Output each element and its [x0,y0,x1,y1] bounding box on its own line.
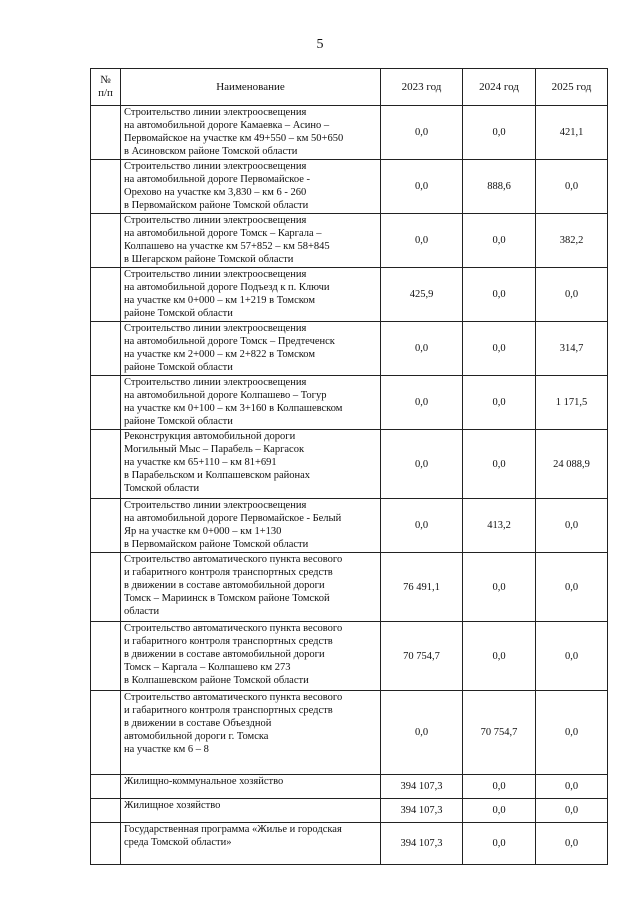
value-2023-cell: 0,0 [381,499,463,553]
row-name-cell: Строительство линии электроосвещения на автомобильной дороге Первомайское - Белый Яр на участке км 0+000 – км 1+130 в Первомайском районе Томской области [121,499,381,553]
header-number: № п/п [91,69,121,106]
value-2023-cell: 425,9 [381,268,463,322]
row-name-cell: Строительство линии электроосвещения на автомобильной дороге Первомайское - Орехово на участке км 3,830 – км 6 - 260 в Первомайском районе Томской области [121,160,381,214]
row-number-cell [91,553,121,622]
budget-table [90,68,608,865]
row-number-cell [91,214,121,268]
row-name-cell: Строительство автоматического пункта весового и габаритного контроля транспортных средств в движении в составе Объездной автомобильной дороги г. Томска на участке км 6 – 8 [121,691,381,775]
value-2023-cell: 0,0 [381,430,463,499]
row-name-cell: Жилищное хозяйство [121,799,381,823]
row-number-cell [91,160,121,214]
value-2024-cell: 0,0 [463,376,536,430]
row-number-cell [91,823,121,865]
value-2024-cell: 0,0 [463,106,536,160]
row-name-cell: Строительство линии электроосвещения на автомобильной дороге Колпашево – Тогур на участке км 0+100 – км 3+160 в Колпашевском районе Томской области [121,376,381,430]
table-row [91,160,608,214]
value-2023-cell: 394 107,3 [381,823,463,865]
row-name-cell: Строительство линии электроосвещения на автомобильной дороге Томск – Каргала – Колпашево на участке км 57+852 – км 58+845 в Шегарском районе Томской области [121,214,381,268]
row-number-cell [91,691,121,775]
value-2024-cell: 0,0 [463,430,536,499]
row-name-cell: Строительство линии электроосвещения на автомобильной дороге Томск – Предтеченск на участке км 2+000 – км 2+822 в Томском районе Томской области [121,322,381,376]
row-name-cell: Государственная программа «Жилье и городская среда Томской области» [121,823,381,865]
value-2025-cell: 0,0 [536,823,608,865]
value-2025-cell: 0,0 [536,160,608,214]
value-2024-cell: 0,0 [463,799,536,823]
value-2023-cell: 0,0 [381,160,463,214]
table-row [91,430,608,499]
table-body [91,106,608,865]
value-2023-cell: 0,0 [381,322,463,376]
row-number-cell [91,430,121,499]
table-row [91,823,608,865]
value-2024-cell: 0,0 [463,622,536,691]
table-row [91,775,608,799]
row-number-cell [91,799,121,823]
value-2025-cell: 0,0 [536,499,608,553]
value-2025-cell: 0,0 [536,691,608,775]
header-2025: 2025 год [536,69,608,106]
table-row [91,376,608,430]
value-2023-cell: 394 107,3 [381,799,463,823]
header-name: Наименование [121,69,381,106]
value-2024-cell: 0,0 [463,553,536,622]
value-2024-cell: 888,6 [463,160,536,214]
row-number-cell [91,622,121,691]
value-2023-cell: 394 107,3 [381,775,463,799]
value-2024-cell: 70 754,7 [463,691,536,775]
value-2023-cell: 70 754,7 [381,622,463,691]
row-number-cell [91,268,121,322]
row-number-cell [91,499,121,553]
row-name-cell: Строительство автоматического пункта весового и габаритного контроля транспортных средств в движении в составе автомобильной дороги Томск – Каргала – Колпашево км 273 в Колпашевском районе Томской области [121,622,381,691]
row-number-cell [91,376,121,430]
row-name-cell: Жилищно-коммунальное хозяйство [121,775,381,799]
value-2023-cell: 76 491,1 [381,553,463,622]
row-name-cell: Строительство автоматического пункта весового и габаритного контроля транспортных средств в движении в составе автомобильной дороги Томск – Мариинск в Томском районе Томской области [121,553,381,622]
row-number-cell [91,106,121,160]
table-row [91,691,608,775]
value-2024-cell: 0,0 [463,775,536,799]
table-row [91,268,608,322]
value-2025-cell: 0,0 [536,799,608,823]
header-2023: 2023 год [381,69,463,106]
value-2025-cell: 24 088,9 [536,430,608,499]
table-row [91,553,608,622]
header-2024: 2024 год [463,69,536,106]
value-2025-cell: 0,0 [536,775,608,799]
value-2025-cell: 314,7 [536,322,608,376]
value-2025-cell: 1 171,5 [536,376,608,430]
row-number-cell [91,775,121,799]
table-row [91,622,608,691]
value-2024-cell: 0,0 [463,322,536,376]
table-header-row [91,69,608,106]
value-2024-cell: 0,0 [463,268,536,322]
value-2024-cell: 0,0 [463,214,536,268]
value-2024-cell: 0,0 [463,823,536,865]
table-row [91,214,608,268]
value-2023-cell: 0,0 [381,106,463,160]
value-2023-cell: 0,0 [381,376,463,430]
row-name-cell: Строительство линии электроосвещения на автомобильной дороге Подъезд к п. Ключи на участке км 0+000 – км 1+219 в Томском районе Томской области [121,268,381,322]
value-2025-cell: 421,1 [536,106,608,160]
table-row [91,499,608,553]
value-2023-cell: 0,0 [381,691,463,775]
table-row [91,106,608,160]
row-name-cell: Реконструкция автомобильной дороги Могильный Мыс – Парабель – Каргасок на участке км 65+110 – км 81+691 в Парабельском и Колпашевском районах Томской области [121,430,381,499]
row-name-cell: Строительство линии электроосвещения на автомобильной дороге Камаевка – Асино – Первомайское на участке км 49+550 – км 50+650 в Асиновском районе Томской области [121,106,381,160]
value-2024-cell: 413,2 [463,499,536,553]
row-number-cell [91,322,121,376]
value-2025-cell: 0,0 [536,622,608,691]
value-2025-cell: 0,0 [536,553,608,622]
value-2023-cell: 0,0 [381,214,463,268]
table-row [91,799,608,823]
page-number: 5 [316,37,324,52]
value-2025-cell: 382,2 [536,214,608,268]
table-row [91,322,608,376]
value-2025-cell: 0,0 [536,268,608,322]
